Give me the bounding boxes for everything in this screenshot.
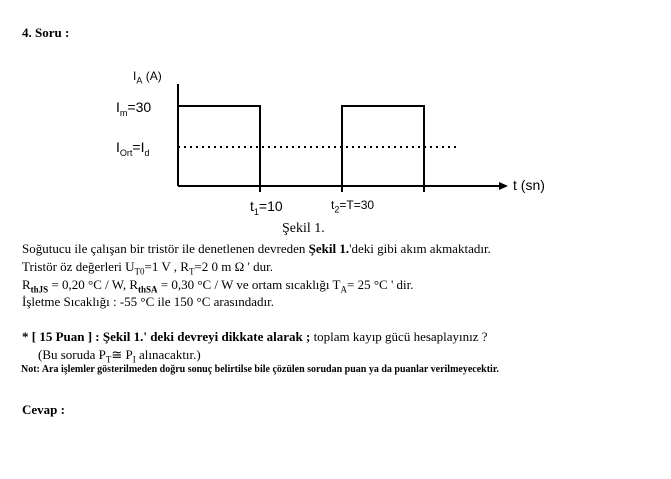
question-title: 4. Soru : [22, 25, 70, 40]
y-axis-label: $I_A$ (A) [133, 69, 162, 86]
question-hint: (Bu soruda $P_T≅$ $P_I$ alınacaktır.) [38, 347, 201, 365]
t2-label: $t_2=T=30$ [331, 198, 375, 215]
body-line-3: $R_{thJS} = 0,20$ °C / W, $R_{thSA} = 0,30$ °C / W ve ortam sıcaklığı $T_A= 25$ °C ' dir. [22, 277, 414, 295]
figure-caption: Şekil 1. [282, 221, 325, 236]
body-line-4: İşletme Sıcaklığı : -55 °C ile 150 °C arasındadır. [22, 294, 274, 309]
x-axis-arrow [499, 182, 508, 190]
answer-label: Cevap : [22, 402, 65, 417]
iort-label: $I_{Ort}=I_d$ [116, 139, 150, 158]
body-line-2: Tristör öz değerleri $U_{T0}=1$ V , $R_T=2$ 0 m Ω ' dur. [22, 259, 274, 277]
t1-label: $t_1=10$ [250, 198, 283, 217]
x-axis-label: t (sn) [513, 177, 545, 193]
im-label: $I_m=30$ [116, 99, 152, 118]
question-task: * [ 15 Puan ] : Şekil 1.' deki devreyi dikkate alarak ; toplam kayıp gücü hesaplayınız ? [22, 329, 488, 344]
grading-note: Not: Ara işlemler gösterilmeden doğru sonuç belirtilse bile çözülen sorudan puan ya da puanlar verilmeyecektir. [21, 364, 499, 375]
body-line-1: Soğutucu ile çalışan bir tristör ile denetlenen devreden Şekil 1.'deki gibi akım akmaktadır. [22, 241, 491, 256]
